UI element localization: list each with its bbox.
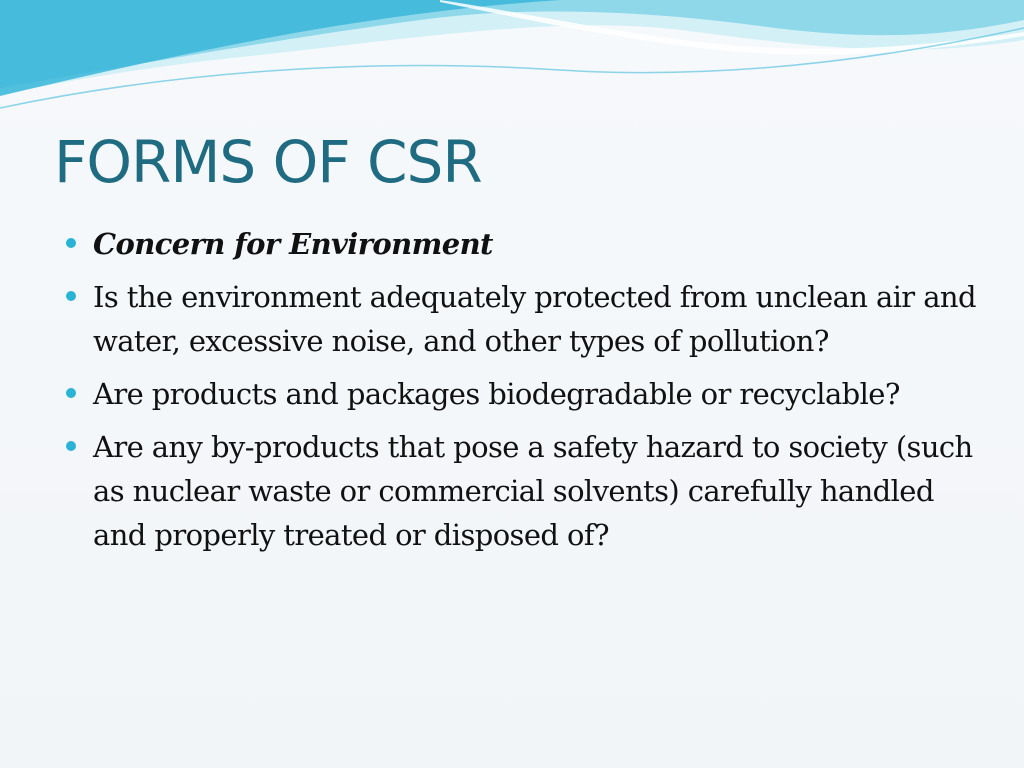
bullet-text: Is the environment adequately protected from unclean air and water, excessive noise, and other types of pollution? <box>93 280 976 358</box>
bullet-item-concern-for-environment <box>64 222 984 266</box>
bullet-text: Are products and packages biodegradable or recyclable? <box>93 377 900 411</box>
bullet-dot-icon <box>66 238 76 248</box>
bullet-text: Are any by-products that pose a safety hazard to society (such as nuclear waste or commercial solvents) carefully handled and properly treated or disposed of? <box>93 430 973 552</box>
bullet-dot-icon <box>66 291 76 301</box>
bullet-text-heading: Concern for Environment <box>93 227 493 261</box>
bullet-item-biodegradable-products <box>64 372 984 416</box>
bullet-dot-icon <box>66 441 76 451</box>
wave-header-decoration <box>0 0 1024 130</box>
slide-title: FORMS OF CSR <box>54 128 482 196</box>
bullet-dot-icon <box>66 388 76 398</box>
bullet-list <box>64 222 984 566</box>
bullet-item-by-products-hazard <box>64 425 984 557</box>
bullet-item-environment-protected <box>64 275 984 363</box>
